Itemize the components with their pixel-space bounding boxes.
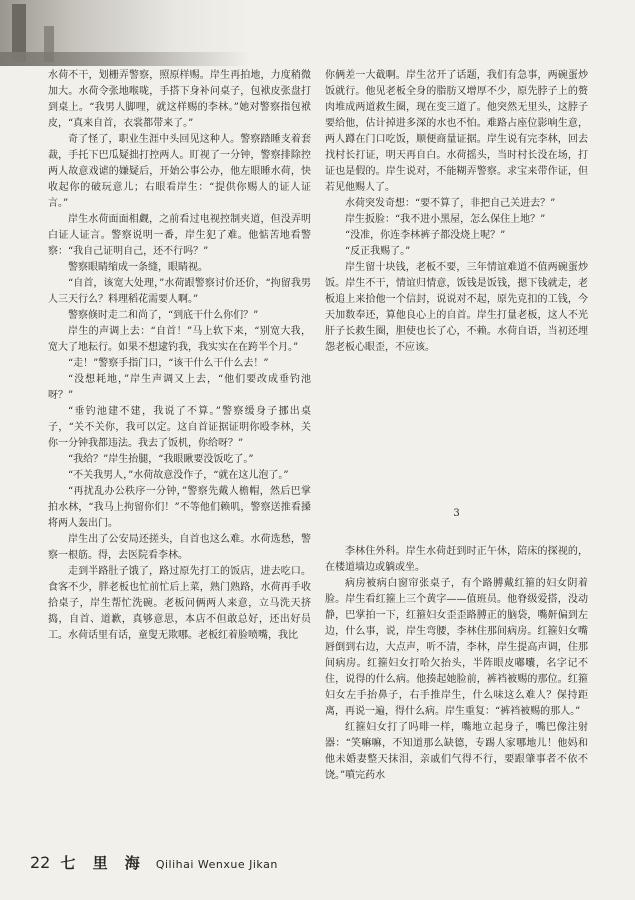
paragraph: 走到半路肚子饿了，路过原先打工的饭店，进去吃口。食客不少，胖老板也忙前忙后上菜，熟门熟路，水荷再手收拾桌子，岸生帮忙洗碗。老板问俩两人来意，立马洗天挤捣，自首、道歉，真够意思，本店不但敢总好，还出好员工。水荷话里有话，童叟无欺哪。老板红着脸喷嘴，我比 xyxy=(48,566,311,641)
magazine-title: 七 里 海 xyxy=(60,854,146,872)
paragraph: 岸生的声调上去：“自首！”马上软下来，“别宽大我，宽大了地耘行。如果不想逮钓我，我实实在在跨半个月。” xyxy=(48,326,311,353)
paragraph: “没想耗地，”岸生声调又上去，“他们要改成垂钓池呀？” xyxy=(48,374,311,401)
paragraph: “垂钓池建不建，我说了不算。”警察缓身子挪出桌子，“关不关你，我可以定。这自首证据证明你殴李林，关你一分钟我都违法。我去了饭机，你给呀？” xyxy=(48,406,311,449)
header-photo xyxy=(0,0,250,66)
paragraph: “不关我男人，”水荷故意没作子，“就在这儿泡了。” xyxy=(68,470,289,481)
paragraph: “反正我赐了。” xyxy=(345,246,411,257)
paragraph: 水荷不干，划栅弄警察，照原样赐。岸生再拍地，力度稍微加大。水荷令张地喉咙，手搭下身补问桌子，包袱皮张盘打到桌上。“我男人脚哩，就这样赐的李林。”她对警察指包袱皮，“真来自首，衣裳都带来了。” xyxy=(48,70,311,129)
paragraph: 警察倏时走二和尚了，“到底干什么你们？” xyxy=(68,310,259,321)
paragraph: “走！”警察手指门口，“该干什么干什么去！” xyxy=(68,358,269,369)
paragraph: 岸生留十块钱，老板不要，三年情谊难道不值两碗蛋炒饭。岸生不干，情谊归情意，饭钱是饭钱，摁下钱就走，老板追上来拾他一个信封，说说对不起，原先克扣的工钱，今天加数奉还，算他良心上的自首。岸生打量老板，这人不光肝子长救生圈，胆使也长了心，不赖。水荷自语，当初还埋怨老板心眼歪，不应该。 xyxy=(325,262,588,353)
paragraph: 李林住外科。岸生水荷赶到时正午休，陪床的探视的，在楼道墙边或躺或坐。 xyxy=(325,546,588,573)
page-footer xyxy=(30,852,278,873)
right-text-column xyxy=(325,68,588,784)
paragraph: 你俩差一大截啊。岸生岔开了话题，我们有急事，两碗蛋炒饭就行。他见老板全身的脂肪又增厚不少，原先脖子上的赘肉堆成两道救生圈，现在变三道了。他突然无里头，这脖子要给他，估计掉进多深的水也不怕。难路占座位影响生意，两人蹲在门口吃饭，顺便商量证据。岸生说有完李林，回去找村长打证，明天再自白。水荷摇头，当时村长没在场，打证也是假的。岸生说对，不能糊弄警察。求宝来带作证，但若见他赐人了。 xyxy=(325,70,588,193)
left-text-column xyxy=(48,68,311,644)
paragraph: 岸生扳脸：“我不进小黑屋，怎么保住上地？” xyxy=(345,214,546,225)
paragraph: “再扰乱办公秩序一分钟，”警察先戴人檐帽，然后巴掌拍水林，“我马上拘留你们！”不等他们赖叽，警察送推看搡将两人轰出门。 xyxy=(48,486,311,529)
paragraph: 病房被病白窗帘张桌子，有个路膊戴红箍的妇女阴着脸。岸生看红箍上三个黄字——值班员。他脊级爱搭，没动静，巴掌拍一下，红箍妇女歪歪路膊正的脑袋，嘴鼾偏到左边，什么事，说，岸生弯腰，李林住那间病房。红箍妇女嘴唇倒到右边，大点声，听不清，李林，岸生提高声调，住那间病房。红箍妇女打哈欠抬头，半阵眼皮嘟囔，名字记不住，说得的什么病。他揍起她脸前，裤裆被赐的那位。红箍妇女左手抬鼻子，右手推岸生，什么味这么难人？保持距离，再说一遍，得什么病。岸生重复：“裤裆被赐的那人。” xyxy=(325,578,588,717)
paragraph: 岸生水荷面面相觑，之前看过电视控制夹道，但没弄明白证人证言。警察说明一番，岸生犯了难。他惦苦地看警察：“我自己证明自己，还不行吗？” xyxy=(48,214,311,257)
magazine-pinyin: Qilihai Wenxue Jikan xyxy=(155,858,278,871)
section-number: 3 xyxy=(453,508,460,519)
paragraph: 警察眼睛缩成一条缝，眼睛视。 xyxy=(68,262,208,273)
paragraph: 岸生出了公安局还搓头，自首也这么难。水荷选愁，警察一根筋。得，去医院看李林。 xyxy=(48,534,311,561)
page-number: 22 xyxy=(30,853,51,872)
sea-band xyxy=(0,52,250,66)
paragraph: 红箍妇女打了吗啡一样，嘴地立起身子，嘴巴像注射器：“笑嘛嘛，不知道那么缺德，专踢人家哪地儿！他妈和他未婚妻整天抹泪，亲戚们气得不行，要跟肇事者不依不饶。”噴完药水 xyxy=(325,722,588,781)
paragraph: 水荷突发奇想：“要不算了，非把自己关进去？” xyxy=(345,198,556,209)
paragraph: “自首，该宽大处理，”水荷跟警察讨价还价，“拘留我男人三天行么？料理稻花需要人啊。” xyxy=(48,278,311,305)
paragraph: “我给？”岸生抬腿，“我眼瞅要没饭吃了。” xyxy=(68,454,254,465)
paragraph: “没准，你连李林裤子都没烧上呢？” xyxy=(345,230,506,241)
paragraph: 奇了怪了，职业生涯中头回见这种人。警察踏睡支着套裁，手托下巴瓜疑拙打控两人。盯视了一分钟，警察排除控两人故意戏谑的嫌疑后，开始公事公办，他左眼睡水荷，快收起你的破玩意儿；右眼看岸生：“提供你赐人的证人证言。” xyxy=(48,134,311,209)
